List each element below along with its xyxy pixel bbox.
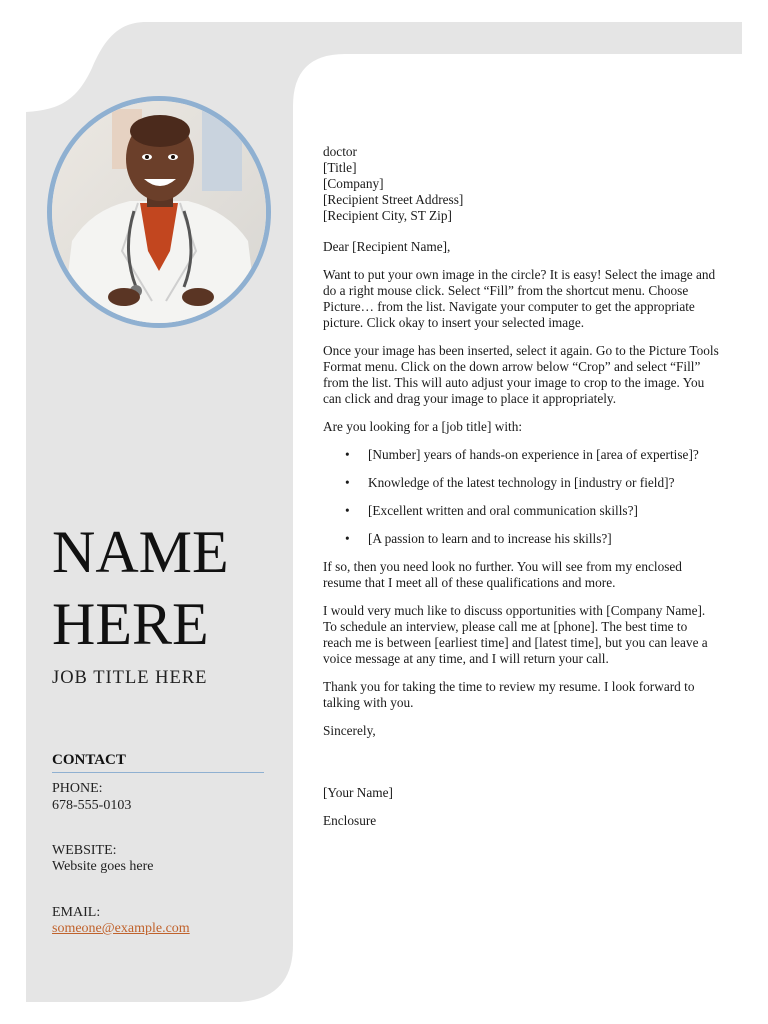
list-item [323, 447, 719, 463]
name-line-1: NAME [52, 519, 229, 585]
list-item-text: Knowledge of the latest technology in [industry or field]? [368, 475, 675, 490]
recipient-block [323, 144, 719, 224]
list-item-text: [A passion to learn and to increase his skills?] [368, 531, 612, 546]
list-item-text: [Number] years of hands-on experience in [area of expertise]? [368, 447, 699, 462]
paragraph: I would very much like to discuss opportunities with [Company Name]. To schedule an interview, please call me at [phone]. The best time to reach me is between [earliest time] and [latest time], but you can leave a voice message at any time, and I will return your call. [323, 603, 708, 666]
qualifications-list [323, 447, 719, 547]
recipient-line: [Title] [323, 160, 357, 175]
paragraph: Are you looking for a [job title] with: [323, 419, 523, 434]
portrait-photo-icon [52, 101, 266, 323]
list-item [323, 503, 719, 519]
recipient-line: [Company] [323, 176, 384, 191]
phone-label: PHONE: [52, 781, 103, 796]
email-link[interactable]: someone@example.com [52, 921, 190, 936]
phone-value[interactable]: 678-555-0103 [52, 798, 132, 813]
bullet-icon: • [345, 503, 350, 518]
salutation: Dear [Recipient Name], [323, 239, 451, 254]
recipient-line: doctor [323, 144, 357, 159]
job-title: JOB TITLE HERE [52, 668, 208, 688]
paragraph: Once your image has been inserted, select it again. Go to the Picture Tools Format menu. Click on the down arrow below “Crop” and select “Fill” from the list. This will auto adjust your image to crop to the image. You can click and drag your image to place it appropriately. [323, 343, 719, 406]
recipient-line: [Recipient City, ST Zip] [323, 208, 452, 223]
contact-heading: CONTACT [52, 752, 126, 768]
contact-divider [52, 772, 264, 773]
bullet-icon: • [345, 531, 350, 546]
profile-photo[interactable] [52, 101, 266, 323]
name-line-2: HERE [52, 591, 209, 657]
paragraph: Thank you for taking the time to review my resume. I look forward to talking with you. [323, 679, 695, 710]
recipient-line: [Recipient Street Address] [323, 192, 464, 207]
email-label: EMAIL: [52, 905, 101, 920]
signature-name: [Your Name] [323, 785, 393, 800]
list-item-text: [Excellent written and oral communication skills?] [368, 503, 638, 518]
closing: Sincerely, [323, 723, 376, 738]
paragraph: Want to put your own image in the circle? It is easy! Select the image and do a right mouse click. Select “Fill” from the shortcut menu. Choose Picture… from the list. Navigate your computer to get the appropriate picture. Click okay to insert your selected image. [323, 267, 716, 330]
list-item [323, 531, 719, 547]
bullet-icon: • [345, 447, 350, 462]
list-item [323, 475, 719, 491]
bullet-icon: • [345, 475, 350, 490]
enclosure: Enclosure [323, 813, 377, 828]
candidate-name [52, 516, 282, 660]
paragraph: If so, then you need look no further. You will see from my enclosed resume that I meet all of these qualifications and more. [323, 559, 682, 590]
website-value[interactable]: Website goes here [52, 859, 154, 874]
cover-letter-body [323, 144, 719, 841]
website-label: WEBSITE: [52, 843, 117, 858]
